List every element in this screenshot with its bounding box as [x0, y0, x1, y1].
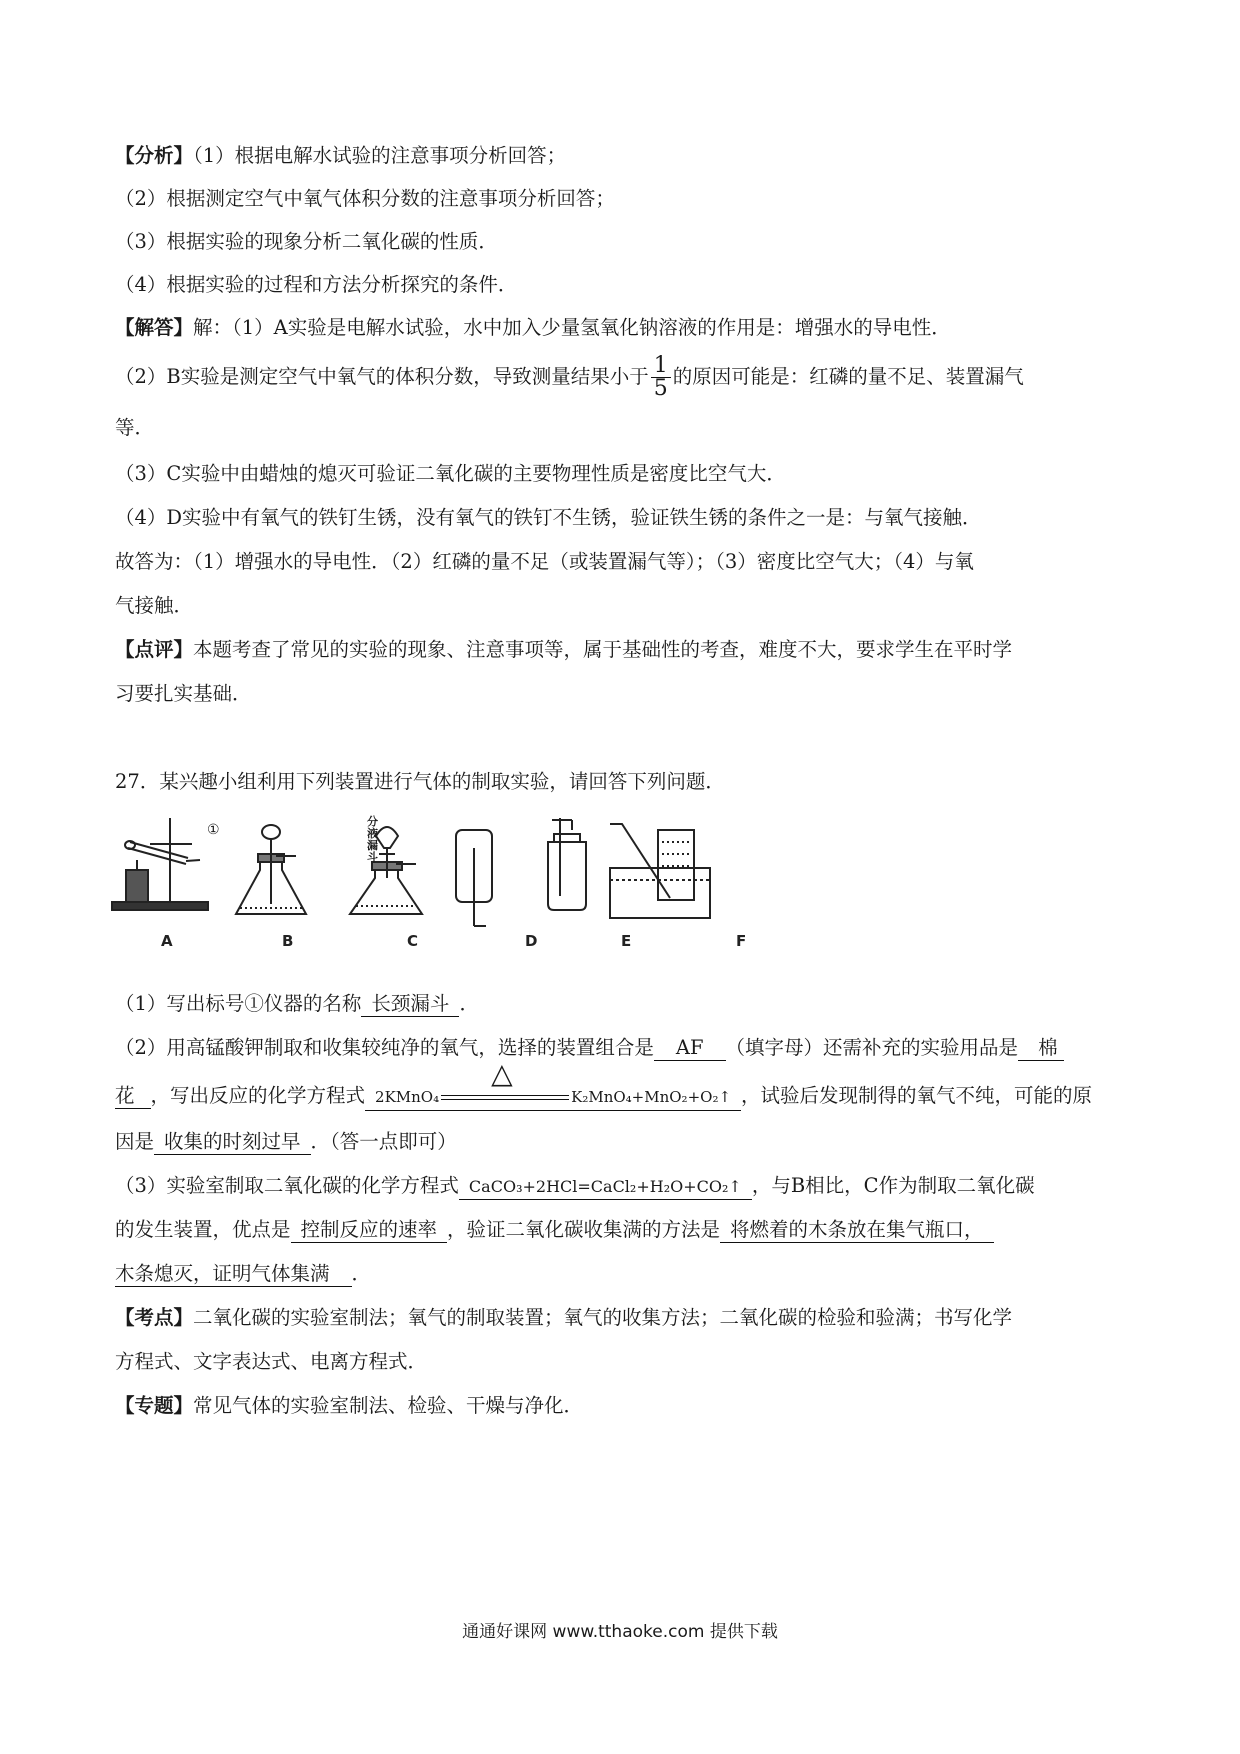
answer-line-4: （4）D实验中有氧气的铁钉生锈，没有氧气的铁钉不生锈，验证铁生锈的条件之一是：与氧气接触．	[115, 506, 982, 529]
analysis-tag: 【分析】	[115, 144, 194, 167]
answer-blank-1: 长颈漏斗	[361, 992, 459, 1017]
analysis-line-2: （2）根据测定空气中氧气体积分数的注意事项分析回答；	[115, 187, 615, 210]
zhuanti-line-1: 【专题】常见气体的实验室制法、检验、干燥与净化．	[115, 1394, 584, 1417]
kaodian-tag: 【考点】	[115, 1306, 194, 1329]
apparatus-c-icon	[350, 827, 422, 914]
answer-line-1: 【解答】解：（1）A实验是电解水试验，水中加入少量氢氧化钠溶液的作用是：增强水的导电性．	[115, 316, 951, 339]
answer-line-6: 气接触．	[115, 594, 194, 617]
answer-blank-7b: 木条熄灭，证明气体集满	[115, 1262, 352, 1287]
fraction-one-fifth: $\frac{1}{5}$	[651, 355, 671, 400]
q27-part-3-line-3: 木条熄灭，证明气体集满 ．	[115, 1262, 372, 1285]
q27-part-2-line-3: 因是 收集的时刻过早 ．（答一点即可）	[115, 1130, 457, 1153]
answer-blank-2: AF	[654, 1036, 726, 1061]
answer-blank-4: 收集的时刻过早	[154, 1130, 311, 1155]
apparatus-label-e: E	[621, 932, 632, 950]
q27-part-3-line-1: （3）实验室制取二氧化碳的化学方程式 CaCO₃+2HCl=CaCl₂+H₂O+CO₂↑ ，与B相比，C作为制取二氧化碳	[115, 1172, 1035, 1200]
apparatus-d-icon	[456, 830, 492, 926]
analysis-line-3: （3）根据实验的现象分析二氧化碳的性质．	[115, 230, 498, 253]
equation-blank: 2KMnO₄ △ K₂MnO₄+MnO₂+O₂↑	[365, 1085, 741, 1111]
marker-1-label: ①	[207, 822, 220, 838]
apparatus-label-d: D	[525, 932, 538, 950]
apparatus-f-icon	[610, 824, 710, 918]
answer-blank-3b: 花	[115, 1084, 151, 1109]
q27-part-3-line-2: 的发生装置，优点是 控制反应的速率 ，验证二氧化碳收集满的方法是 将燃着的木条放在集气瓶口，	[115, 1216, 994, 1244]
answer-line-5: 故答为：（1）增强水的导电性．（2）红磷的量不足（或装置漏气等）；（3）密度比空气大；（4）与氧	[115, 550, 974, 573]
comment-tag: 【点评】	[115, 638, 194, 661]
answer-line-3: （3）C实验中由蜡烛的熄灭可验证二氧化碳的主要物理性质是密度比空气大．	[115, 462, 786, 485]
analysis-line-1: 【分析】（1）根据电解水试验的注意事项分析回答；	[115, 144, 567, 167]
answer-tag: 【解答】	[115, 316, 194, 339]
heat-condition-sign: △	[441, 1086, 569, 1110]
apparatus-label-f: F	[736, 932, 747, 950]
answer-line-2-cont: 等．	[115, 416, 155, 439]
answer-blank-3a: 棉	[1018, 1036, 1064, 1061]
answer-blank-7a: 将燃着的木条放在集气瓶口，	[720, 1218, 994, 1243]
answer-line-2: （2）B实验是测定空气中氧气的体积分数，导致测量结果小于 $\frac{1}{5}$ 的原因可能是：红磷的量不足、装置漏气	[115, 353, 1024, 401]
answer-blank-5: CaCO₃+2HCl=CaCl₂+H₂O+CO₂↑	[459, 1175, 752, 1200]
kaodian-line-2: 方程式、文字表达式、电离方程式．	[115, 1350, 428, 1373]
q27-part-2-line-1: （2）用高锰酸钾制取和收集较纯净的氧气，选择的装置组合是 AF （填字母）还需补充的实验用品是 棉	[115, 1034, 1064, 1062]
apparatus-label-b: B	[282, 932, 294, 950]
apparatus-e-icon	[548, 818, 586, 910]
answer-blank-6: 控制反应的速率	[291, 1218, 448, 1243]
analysis-line-4: （4）根据实验的过程和方法分析探究的条件．	[115, 273, 518, 296]
apparatus-label-a: A	[161, 932, 173, 950]
kaodian-line-1: 【考点】二氧化碳的实验室制法；氧气的制取装置；氧气的收集方法；二氧化碳的检验和验满；书写化学	[115, 1306, 1013, 1329]
apparatus-label-c: C	[407, 932, 419, 950]
separatory-funnel-label: 分液漏斗	[367, 815, 378, 864]
question-27-stem: 27．某兴趣小组利用下列装置进行气体的制取实验，请回答下列问题．	[115, 770, 725, 793]
apparatus-b-icon	[236, 825, 306, 914]
comment-line-2: 习要扎实基础．	[115, 682, 252, 705]
page-footer: 通通好课网 www.tthaoke.com 提供下载	[462, 1622, 778, 1642]
zhuanti-tag: 【专题】	[115, 1394, 194, 1417]
apparatus-a-icon	[112, 818, 208, 910]
comment-line-1: 【点评】本题考查了常见的实验的现象、注意事项等，属于基础性的考查，难度不大，要求学生在平时学	[115, 638, 1013, 661]
q27-part-1: （1）写出标号①仪器的名称 长颈漏斗 ．	[115, 992, 479, 1015]
q27-part-2-line-2: 花 ，写出反应的化学方程式 2KMnO₄ △ K₂MnO₄+MnO₂+O₂↑ ，试验后发现制得的氧气不纯，可能的原	[115, 1082, 1092, 1111]
